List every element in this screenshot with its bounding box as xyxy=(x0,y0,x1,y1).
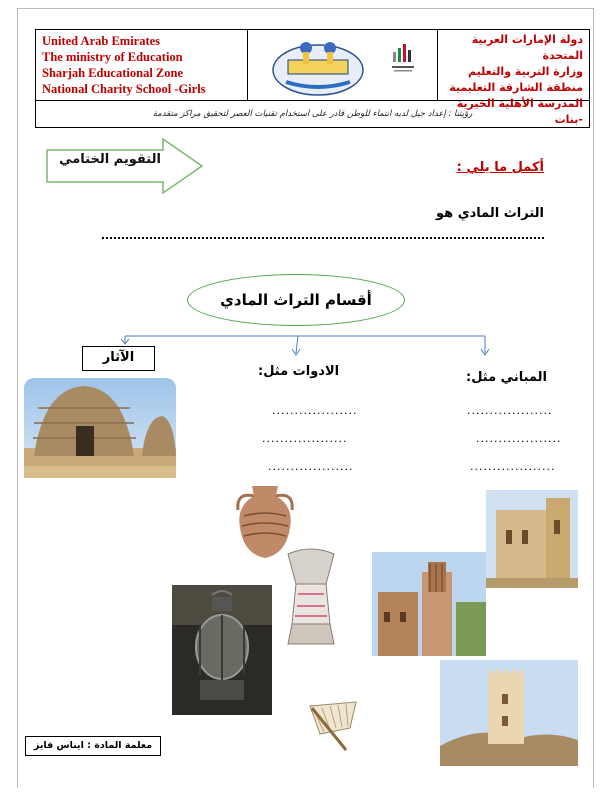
header-ar-line: وزارة التربية والتعليم xyxy=(468,65,583,78)
connector-arrows xyxy=(115,325,495,365)
header-logos xyxy=(248,30,438,100)
arrow-label: التقويم الختامي xyxy=(59,152,161,167)
tools-blank[interactable]: ................... xyxy=(268,460,354,473)
buildings-blank[interactable]: ................... xyxy=(476,432,562,445)
header-en-line: Sharjah Educational Zone xyxy=(42,66,184,80)
buildings-blank[interactable]: ................... xyxy=(467,404,553,417)
vision-statement: رؤيتنا : إعداد جيل لديه انتماء للوطن قادر على استخدام تقنيات العصر لتحقيق مراكز متقدمة xyxy=(35,101,590,128)
emirates-logo-icon xyxy=(392,44,414,72)
buildings-blank[interactable]: ................... xyxy=(470,460,556,473)
header-ar-line: منطقة الشارقة التعليمية xyxy=(449,81,583,94)
oval-title: أقسام التراث المادي xyxy=(187,274,405,326)
category-athar: الآثار xyxy=(82,346,155,371)
header-en-line: United Arab Emirates xyxy=(42,34,161,48)
watchtower-image xyxy=(440,660,578,766)
instruction-heading: أكمل ما يلي : xyxy=(456,160,544,175)
category-buildings: المباني مثل: xyxy=(466,370,547,385)
header-en-line: National Charity School -Girls xyxy=(42,82,206,96)
fort-building-image xyxy=(486,490,578,588)
palm-fan-image xyxy=(300,698,360,758)
question-sentence: التراث المادي هو xyxy=(436,206,544,221)
header-arabic xyxy=(438,30,589,126)
tools-blank[interactable]: ................... xyxy=(272,404,358,417)
beehive-tomb-image xyxy=(24,378,176,478)
incense-burner-image xyxy=(280,544,342,654)
school-logo-icon xyxy=(248,30,438,102)
header-ar-line: دولة الإمارات العربية المتحدة xyxy=(471,33,583,62)
header-en-line: The ministry of Education xyxy=(42,50,183,64)
category-tools: الادوات مثل: xyxy=(258,364,340,379)
lantern-image xyxy=(172,585,272,715)
wind-tower-image xyxy=(372,552,486,656)
header-ar-line: المدرسة الأهلية الخيرية -بنات xyxy=(456,97,583,126)
answer-line[interactable] xyxy=(102,231,544,239)
tools-blank[interactable]: ................... xyxy=(262,432,348,445)
header-english xyxy=(36,30,248,100)
teacher-name: معلمة المادة : ايناس فايز xyxy=(25,736,161,756)
